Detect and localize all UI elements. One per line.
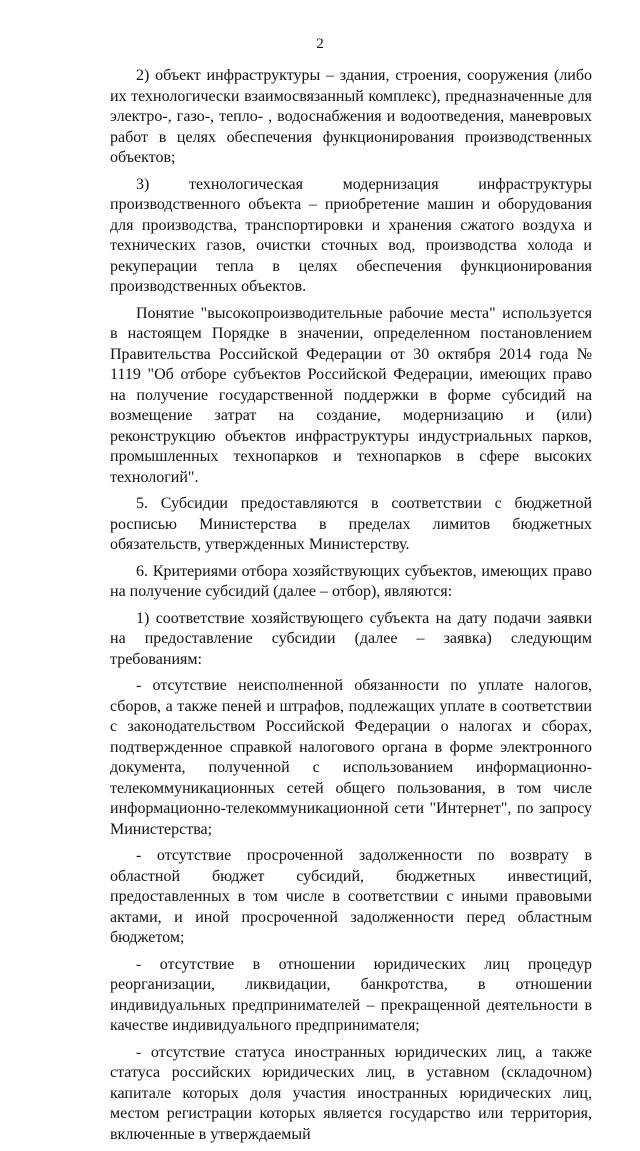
page-number: 2 — [316, 36, 324, 52]
document-body — [110, 66, 592, 1151]
paragraph: - отсутствие статуса иностранных юридических лиц, а также статуса российских юридических лиц, в уставном (складочном) капитале которых доля участия иностранных юридических лиц, местом регистрации которых является государство или территория, включенные в утверждаемый — [110, 1043, 592, 1143]
paragraph: 2) объект инфраструктуры – здания, строения, сооружения (либо их технологически взаимосвязанный комплекс), предназначенные для электро-, газо-, тепло- , водоснабжения и водоотведения, маневровых работ в целях обеспечения функционирования производственных объектов; — [110, 67, 592, 166]
paragraph: 5. Субсидии предоставляются в соответствии с бюджетной росписью Министерства в пределах лимитов бюджетных обязательств, утвержденных Министерству. — [110, 495, 592, 553]
paragraph: - отсутствие неисполненной обязанности по уплате налогов, сборов, а также пеней и штрафов, подлежащих уплате в соответствии с законодательством Российской Федерации о налогах и сборах, подтвержденное справкой налогового органа в форме электронного документа, полученной с использованием информационно-телекоммуникационных сетей общего пользования, в том числе информационно-телекоммуникационной сети "Интернет", по запросу Министерства; — [110, 677, 592, 838]
paragraph: - отсутствие в отношении юридических лиц процедур реорганизации, ликвидации, банкротства, в отношении индивидуальных предпринимателей – прекращенной деятельности в качестве индивидуального предпринимателя; — [110, 955, 592, 1034]
paragraph: 3) технологическая модернизация инфраструктуры производственного объекта – приобретение машин и оборудования для производства, транспортировки и хранения сжатого воздуха и технических газов, очистки сточных вод, производства холода и рекуперации тепла в целях обеспечения функционирования производственных объектов. — [110, 175, 592, 295]
paragraph: Понятие "высокопроизводительные рабочие места" используется в настоящем Порядке в значении, определенном постановлением Правительства Российской Федерации от 30 октября 2014 года № 1119 "Об отборе субъектов Российской Федерации, имеющих право на получение государственной поддержки в форме субсидий на возмещение затрат на создание, модернизацию и (или) реконструкцию объектов инфраструктуры индустриальных парков, промышленных технопарков и технопарков в сфере высоких технологий". — [110, 304, 592, 486]
paragraph: 6. Критериями отбора хозяйствующих субъектов, имеющих право на получение субсидий (далее – отбор), являются: — [110, 562, 592, 600]
paragraph: - отсутствие просроченной задолженности по возврату в областной бюджет субсидий, бюджетных инвестиций, предоставленных в том числе в соответствии с иными правовыми актами, и иной просроченной задолженности перед областным бюджетом; — [110, 847, 592, 946]
paragraph: 1) соответствие хозяйствующего субъекта на дату подачи заявки на предоставление субсидии (далее – заявка) следующим требованиям: — [110, 609, 592, 668]
